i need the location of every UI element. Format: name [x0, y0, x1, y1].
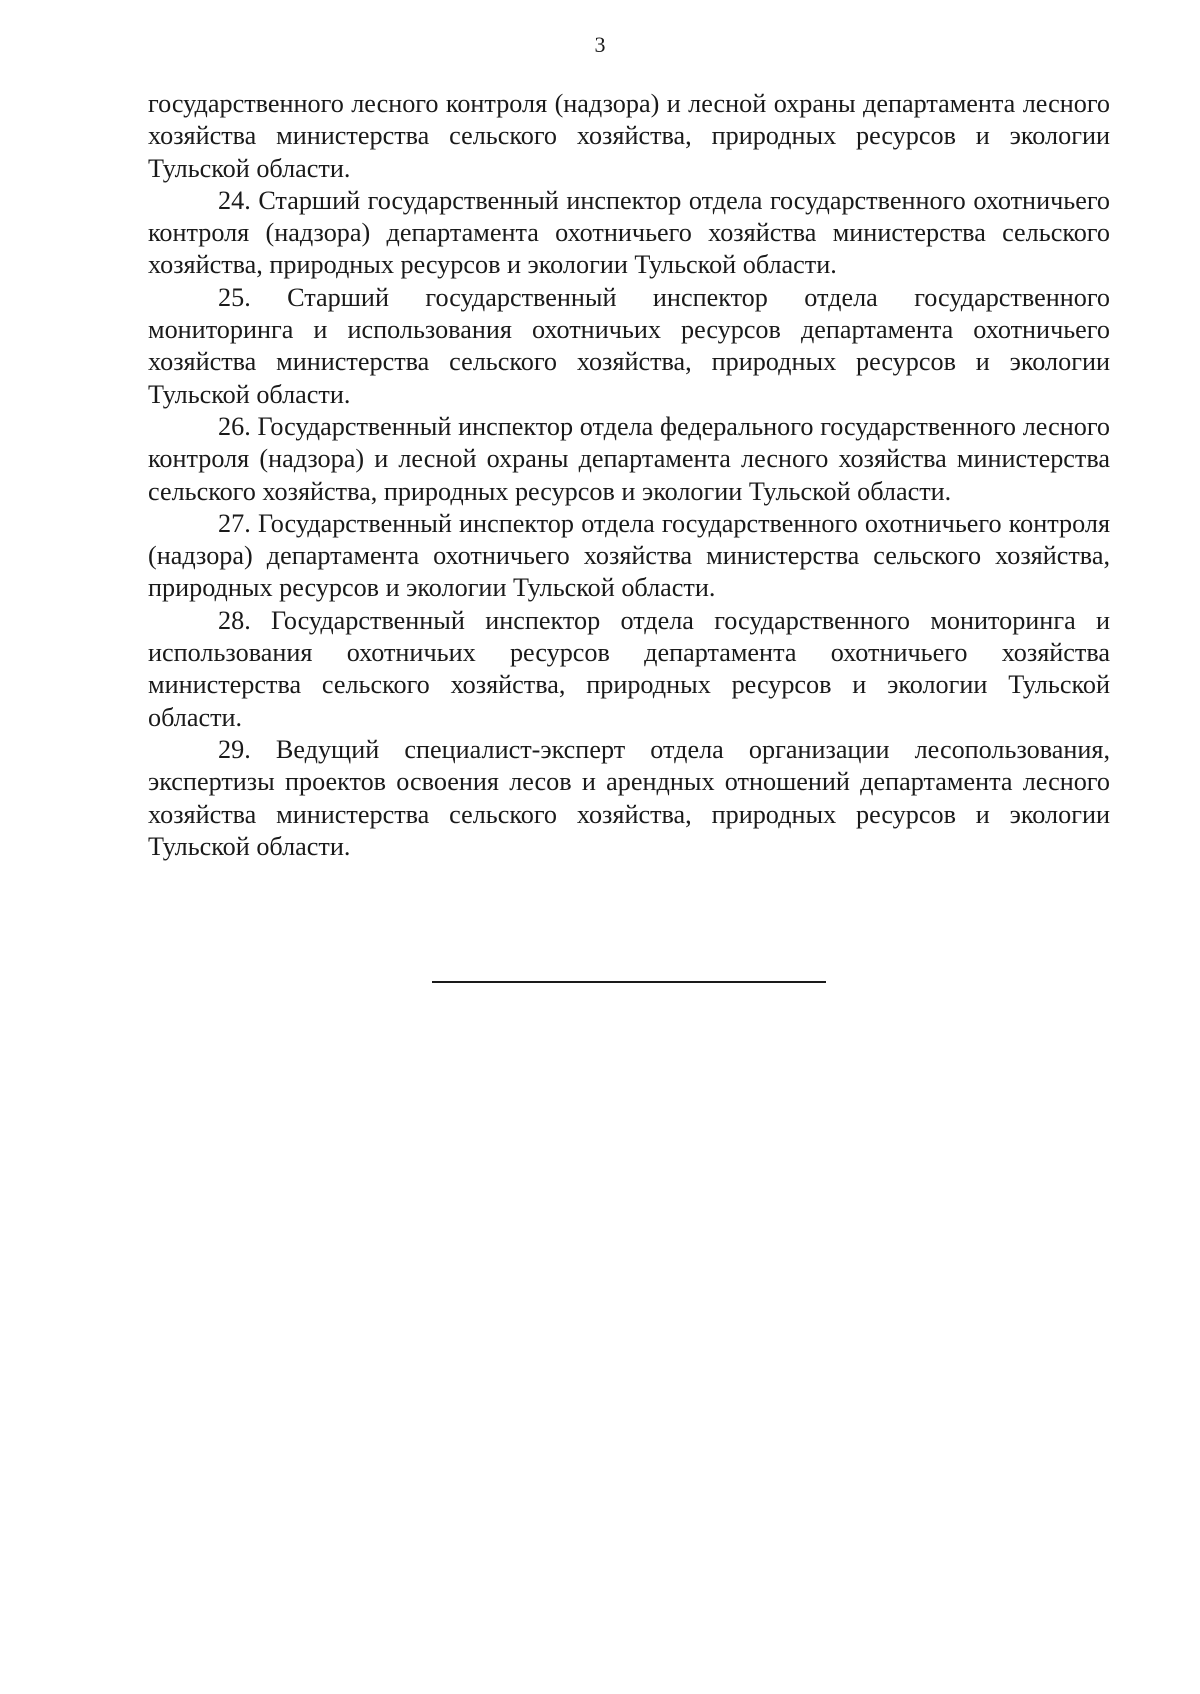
item-text: Старший государственный инспектор отдела государственного мониторинга и использования охотничьих ресурсов департамента охотничьего хозяйства министерства сельского хозяйства, природных ресурсов и экологии Тульской области.	[148, 282, 1110, 409]
list-item-25	[148, 282, 1110, 411]
list-item-29	[148, 734, 1110, 863]
item-number: 27.	[218, 508, 251, 538]
item-number: 26.	[218, 411, 251, 441]
item-number: 24.	[218, 185, 251, 215]
list-item-26	[148, 411, 1110, 508]
end-of-document-rule	[432, 981, 826, 983]
item-number: 28.	[218, 605, 251, 635]
page-number: 3	[594, 32, 606, 57]
item-text: Старший государственный инспектор отдела государственного охотничьего контроля (надзора) департамента охотничьего хозяйства министерства сельского хозяйства, природных ресурсов и экологии Тульской области.	[148, 185, 1111, 280]
paragraph-continuation	[148, 88, 1110, 185]
item-text: Государственный инспектор отдела государственного охотничьего контроля (надзора) департамента охотничьего хозяйства министерства сельского хозяйства, природных ресурсов и экологии Тульской области.	[148, 508, 1111, 603]
list-item-27	[148, 508, 1110, 605]
item-text: Ведущий специалист-эксперт отдела организации лесопользования, экспертизы проектов освоения лесов и арендных отношений департамента лесного хозяйства министерства сельского хозяйства, природных ресурсов и экологии Тульской области.	[148, 734, 1110, 861]
item-number: 25.	[218, 282, 251, 312]
item-number: 29.	[218, 734, 251, 764]
list-item-24	[148, 185, 1110, 282]
list-item-28	[148, 605, 1110, 734]
item-text: Государственный инспектор отдела государственного мониторинга и использования охотничьих ресурсов департамента охотничьего хозяйства министерства сельского хозяйства, природных ресурсов и экологии Тульской области.	[148, 605, 1110, 732]
item-text: Государственный инспектор отдела федерального государственного лесного контроля (надзора) и лесной охраны департамента лесного хозяйства министерства сельского хозяйства, природных ресурсов и экологии Тульской области.	[148, 411, 1110, 506]
document-body	[148, 88, 1110, 863]
paragraph-text: государственного лесного контроля (надзора) и лесной охраны департамента лесного хозяйства министерства сельского хозяйства, природных ресурсов и экологии Тульской области.	[148, 89, 1110, 183]
